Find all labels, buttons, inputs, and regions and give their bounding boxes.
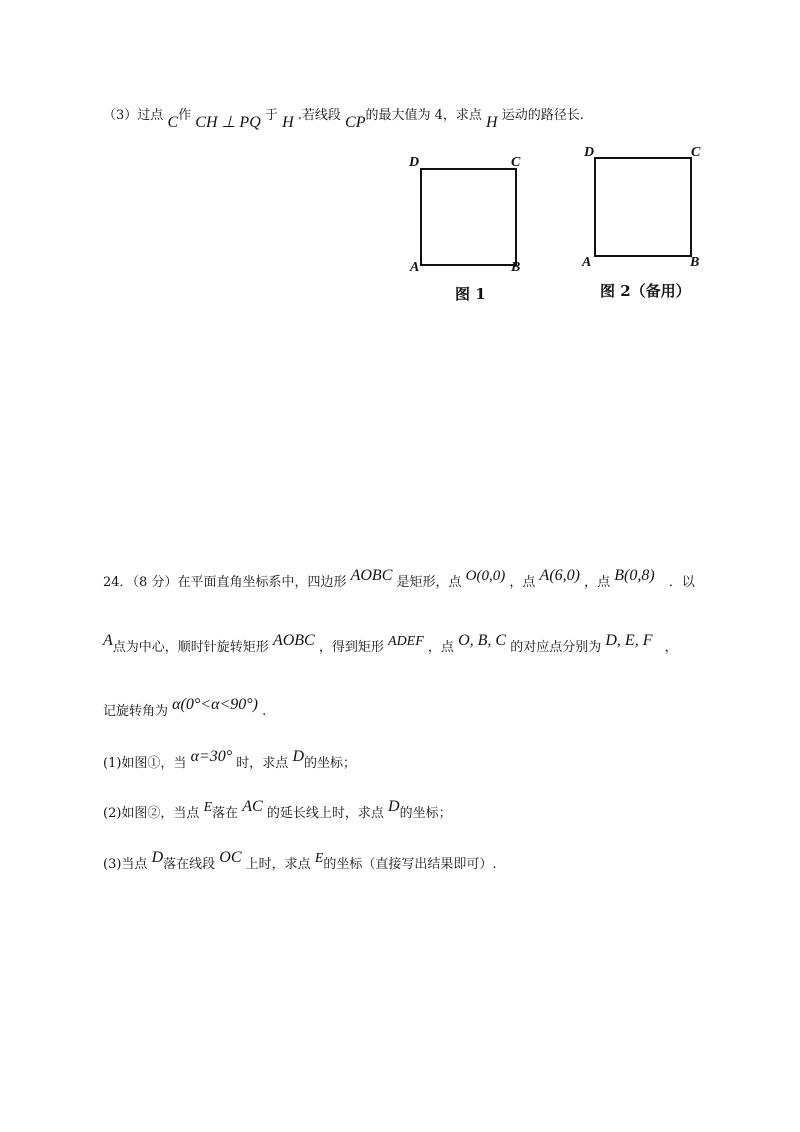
math-AOBC: AOBC bbox=[272, 632, 315, 649]
text: ．以 bbox=[668, 575, 695, 590]
q24-line-2 bbox=[103, 632, 678, 656]
text: 记旋转角为 bbox=[103, 704, 169, 719]
part-number: （3） bbox=[103, 108, 138, 123]
text: 的坐标； bbox=[304, 756, 357, 771]
vertex-C-label: C bbox=[511, 155, 521, 170]
math-B: B(0,8) bbox=[614, 567, 655, 584]
math-D: D bbox=[388, 798, 400, 815]
text: ，点 bbox=[584, 575, 611, 590]
figure-caption: 图 2（备用） bbox=[600, 282, 691, 300]
math-alpha-range: α(0°<α<90°) bbox=[172, 696, 258, 713]
text: (2)如图②，当点 bbox=[103, 806, 200, 821]
figure-1 bbox=[405, 150, 535, 310]
text: ，点 bbox=[427, 640, 454, 655]
vertex-B-label: B bbox=[690, 255, 700, 270]
square bbox=[595, 158, 691, 256]
math-A: A bbox=[103, 632, 113, 649]
math-H: H bbox=[282, 114, 294, 131]
text: 的延长线上时，求点 bbox=[266, 806, 384, 821]
math-E: E bbox=[314, 851, 324, 866]
text: .若线段 bbox=[297, 108, 341, 123]
math-alpha-30: α=30° bbox=[190, 748, 233, 765]
text: ，点 bbox=[509, 575, 536, 590]
text: 作 bbox=[178, 108, 192, 123]
vertex-B-label: B bbox=[511, 260, 521, 275]
q23-part3-line bbox=[103, 104, 584, 131]
text: 于 bbox=[264, 108, 278, 123]
math-D: D bbox=[151, 849, 164, 866]
text: 的坐标（直接写出结果即可）. bbox=[323, 857, 497, 872]
text: 的对应点分别为 bbox=[510, 640, 602, 655]
text: 落在线段 bbox=[163, 857, 216, 872]
math-OBC: O, B, C bbox=[458, 632, 507, 649]
q24-part-2 bbox=[103, 798, 452, 822]
text: 的最大值为 4，求点 bbox=[365, 108, 482, 123]
q24-part-1 bbox=[103, 748, 357, 772]
math-CH-perp-PQ: CH ⊥ PQ bbox=[195, 114, 261, 131]
question-heading: 24．（8 分）在平面直角坐标系中，四边形 bbox=[103, 575, 347, 590]
text: 上时，求点 bbox=[245, 857, 311, 872]
text: 点为中心，顺时针旋转矩形 bbox=[112, 640, 269, 655]
math-AC: AC bbox=[242, 798, 263, 815]
math-A: A(6,0) bbox=[539, 567, 580, 584]
q24-part-3 bbox=[103, 849, 497, 873]
text: 运动的路径长. bbox=[501, 108, 584, 123]
vertex-D-label: D bbox=[409, 155, 420, 170]
vertex-C-label: C bbox=[691, 145, 701, 160]
text: (1)如图①，当 bbox=[103, 756, 187, 771]
text: 时，求点 bbox=[236, 756, 289, 771]
text: . bbox=[262, 704, 267, 719]
text: 是矩形，点 bbox=[396, 575, 462, 590]
text: 落在 bbox=[212, 806, 239, 821]
math-DEF: D, E, F bbox=[605, 632, 653, 649]
figure-caption: 图 1 bbox=[455, 285, 486, 303]
text: 的坐标； bbox=[399, 806, 452, 821]
text: ， bbox=[664, 640, 678, 655]
math-O: O(0,0) bbox=[465, 568, 506, 584]
math-AOBC: AOBC bbox=[350, 567, 393, 584]
math-E: E bbox=[203, 800, 213, 815]
math-CP: CP bbox=[345, 114, 366, 131]
text: 过点 bbox=[137, 108, 164, 123]
vertex-A-label: A bbox=[582, 255, 592, 270]
square bbox=[421, 169, 516, 265]
math-ADEF: ADEF bbox=[388, 634, 424, 649]
figure-2 bbox=[578, 140, 718, 310]
math-D: D bbox=[292, 748, 305, 765]
vertex-D-label: D bbox=[584, 145, 595, 160]
math-C: C bbox=[167, 114, 179, 131]
q24-line-3 bbox=[103, 696, 267, 720]
text: ，得到矩形 bbox=[318, 640, 384, 655]
vertex-A-label: A bbox=[410, 260, 420, 275]
math-H: H bbox=[486, 114, 498, 131]
math-OC: OC bbox=[219, 849, 242, 866]
q24-line-1 bbox=[103, 567, 695, 591]
text: (3)当点 bbox=[103, 857, 148, 872]
